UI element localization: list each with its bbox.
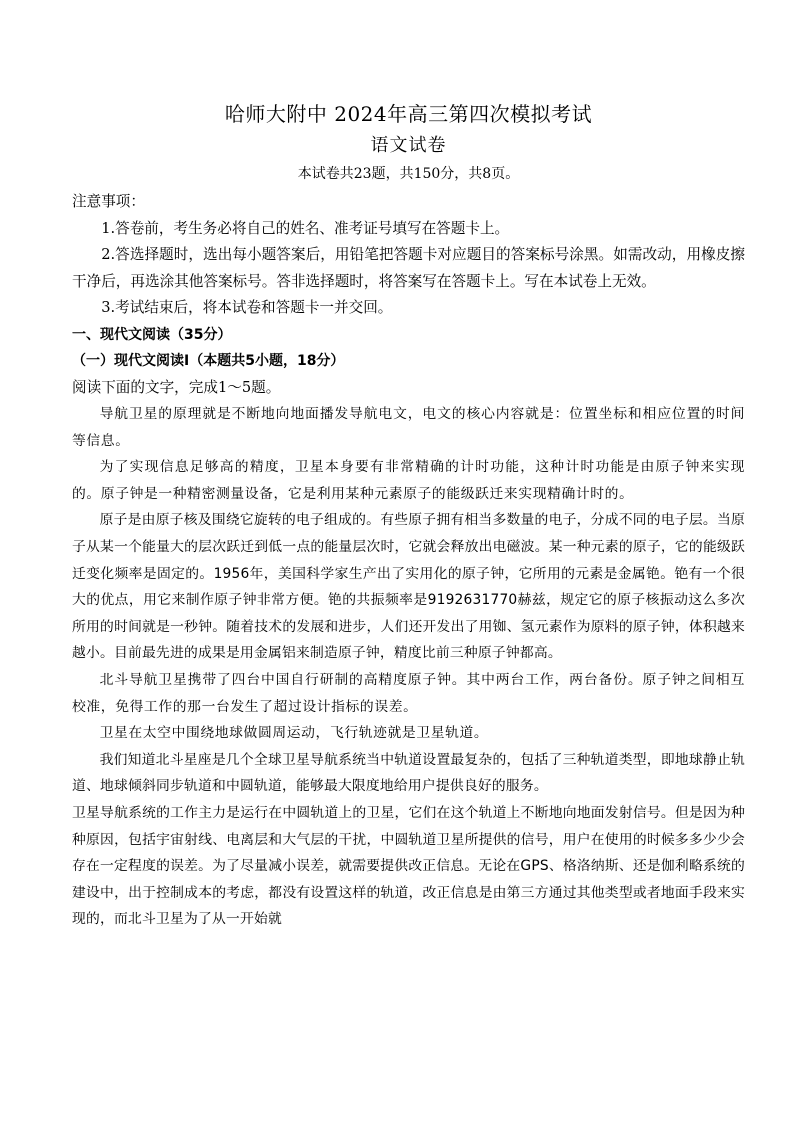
- passage-paragraph-3: 原子是由原子核及围绕它旋转的电子组成的。有些原子拥有相当多数量的电子，分成不同的电子层。当原子从某一个能量大的层次跃迁到低一点的能量层次时，它就会释放出电磁波。某一种元素的原子，它的能级跃迁变化频率是固定的。1956年，美国科学家生产出了实用化的原子钟，它所用的元素是金属铯。铯有一个很大的优点，用它来制作原子钟非常方便。铯的共振频率是9192631770赫兹，规定它的原子核振动这么多次所用的时间就是一秒钟。随着技术的发展和进步，人们还开发出了用铷、氢元素作为原料的原子钟，体积越来越小。目前最先进的成果是用金属铝来制造原子钟，精度比前三种原子钟都高。: [72, 512, 745, 662]
- passage-paragraph-7: 卫星导航系统的工作主力是运行在中圆轨道上的卫星，它们在这个轨道上不断地向地面发射信号。但是因为种种原因，包括宇宙射线、电离层和大气层的干扰，中圆轨道卫星所提供的信号，用户在使用的时候多多少少会存在一定程度的误差。为了尽量减小误差，就需要提供改正信息。无论在GPS、格洛纳斯、还是伽利略系统的建设中，出于控制成本的考虑，都没有设置这样的轨道，改正信息是由第三方通过其他类型或者地面手段来实现的，而北斗卫星为了从一开始就: [72, 804, 745, 928]
- exam-info: 本试卷共23题，共150分，共8页。: [297, 166, 520, 182]
- notice-label: 注意事项：: [72, 193, 145, 210]
- notice-item-3: 3.考试结束后，将本试卷和答题卡一并交回。: [101, 299, 393, 316]
- section-heading: 一、现代文阅读（35分）: [72, 326, 232, 343]
- passage-paragraph-5: 卫星在太空中围绕地球做圆周运动，飞行轨迹就是卫星轨道。: [99, 725, 489, 742]
- exam-subject: 语文试卷: [370, 135, 447, 156]
- passage-paragraph-4: 北斗导航卫星携带了四台中国自行研制的高精度原子钟。其中两台工作，两台备份。原子钟之间相互校准，免得工作的那一台发生了超过设计指标的误差。: [72, 671, 745, 715]
- passage-paragraph-6: 我们知道北斗星座是几个全球卫星导航系统当中轨道设置最复杂的，包括了三种轨道类型，即地球静止轨道、地球倾斜同步轨道和中圆轨道，能够最大限度地给用户提供良好的服务。: [72, 751, 745, 795]
- passage-paragraph-2: 为了实现信息足够高的精度，卫星本身要有非常精确的计时功能，这种计时功能是由原子钟来实现的。原子钟是一种精密测量设备，它是利用某种元素原子的能级跃迁来实现精确计时的。: [72, 459, 745, 502]
- notice-item-2: 2.答选择题时，选出每小题答案后，用铅笔把答题卡对应题目的答案标号涂黑。如需改动，用橡皮擦干净后，再选涂其他答案标号。答非选择题时，将答案写在答题卡上。写在本试卷上无效。: [72, 246, 745, 290]
- notice-item-1: 1.答卷前，考生务必将自己的姓名、准考证号填写在答题卡上。: [101, 219, 510, 237]
- reading-instruction: 阅读下面的文字，完成1～5题。: [72, 378, 281, 396]
- section-subheading: （一）现代文阅读Ⅰ（本题共5小题，18分）: [72, 353, 345, 369]
- passage-paragraph-1: 导航卫星的原理就是不断地向地面播发导航电文，电文的核心内容就是：位置坐标和相应位置的时间等信息。: [72, 406, 745, 449]
- exam-title: 哈师大附中 2024年高三第四次模拟考试: [224, 102, 593, 126]
